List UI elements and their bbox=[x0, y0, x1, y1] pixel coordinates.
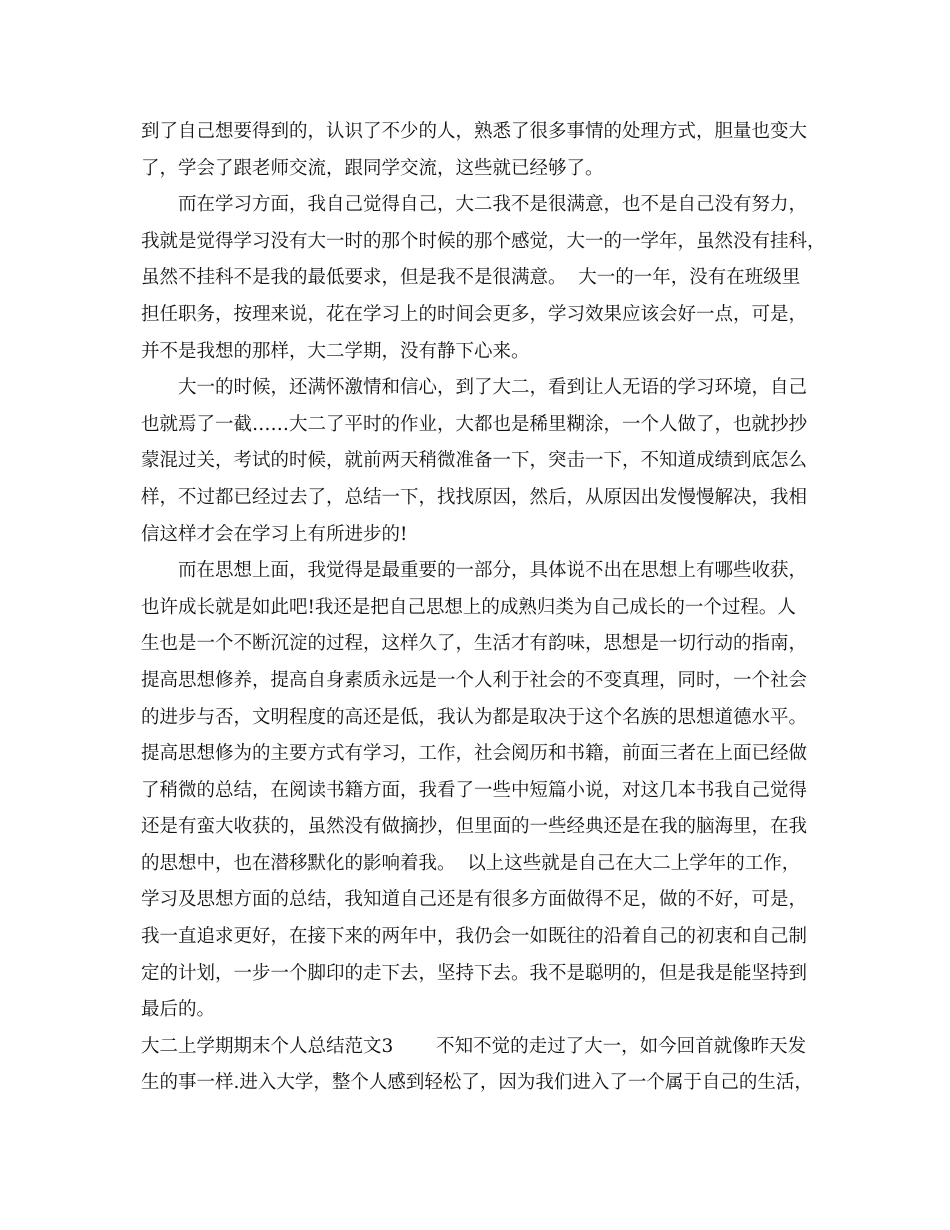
text-line: 了，学会了跟老师交流，跟同学交流，这些就已经够了。 bbox=[141, 157, 604, 179]
text-line: 生也是一个不断沉淀的过程，这样久了，生活才有韵味，思想是一切行动的指南， bbox=[141, 633, 808, 655]
text-line: 最后的。 bbox=[141, 999, 216, 1021]
document-body bbox=[141, 114, 826, 1102]
text-line: 而在学习方面，我自己觉得自己，大二我不是很满意，也不是自己没有努力， bbox=[141, 194, 808, 216]
text-line: 信这样才会在学习上有所进步的! bbox=[141, 523, 408, 545]
text-line: 而在思想上面，我觉得是最重要的一部分，具体说不出在思想上有哪些收获， bbox=[141, 560, 808, 582]
text-line: 我一直追求更好，在接下来的两年中，我仍会一如既往的沿着自己的初衷和自己制 bbox=[141, 926, 808, 948]
text-line: 到了自己想要得到的，认识了不少的人，熟悉了很多事情的处理方式，胆量也变大 bbox=[141, 121, 808, 142]
text-line: 还是有蛮大收获的，虽然没有做摘抄，但里面的一些经典还是在我的脑海里，在我 bbox=[141, 816, 808, 838]
text-line: 也就焉了一截……大二了平时的作业，大都也是稀里糊涂，一个人做了，也就抄抄 bbox=[141, 413, 808, 435]
text-line: 提高思想修养，提高自身素质永远是一个人利于社会的不变真理，同时，一个社会 bbox=[141, 669, 808, 691]
text-line: 提高思想修为的主要方式有学习，工作，社会阅历和书籍，前面三者在上面已经做 bbox=[141, 743, 808, 765]
text-line: 生的事一样.进入大学，整个人感到轻松了，因为我们进入了一个属于自己的生活， bbox=[141, 1072, 813, 1094]
text-line: 学习及思想方面的总结，我知道自己还是有很多方面做得不足，做的不好，可是， bbox=[141, 889, 808, 911]
text-line: 虽然不挂科不是我的最低要求，但是我不是很满意。 大一的一年，没有在班级里 bbox=[141, 267, 801, 289]
text-line: 并不是我想的那样，大二学期，没有静下心来。 bbox=[141, 340, 530, 362]
text-line: 了稍微的总结，在阅读书籍方面，我看了一些中短篇小说，对这几本书我自己觉得 bbox=[141, 779, 808, 801]
text-line: 的进步与否，文明程度的高还是低，我认为都是取决于这个名族的思想道德水平。 bbox=[141, 706, 808, 728]
text-line: 蒙混过关，考试的时候，就前两天稍微准备一下，突击一下，不知道成绩到底怎么 bbox=[141, 450, 808, 472]
text-line: 担任职务，按理来说，花在学习上的时间会更多，学习效果应该会好一点，可是， bbox=[141, 303, 808, 325]
section-heading-line: 大二上学期期末个人总结范文3 不知不觉的走过了大一，如今回首就像昨天发 bbox=[141, 1035, 807, 1057]
text-line: 我就是觉得学习没有大一时的那个时候的那个感觉，大一的一学年，虽然没有挂科， bbox=[141, 230, 826, 252]
text-line: 也许成长就是如此吧!我还是把自己思想上的成熟归类为自己成长的一个过程。人 bbox=[141, 596, 796, 618]
text-line: 样，不过都已经过去了，总结一下，找找原因，然后，从原因出发慢慢解决，我相 bbox=[141, 486, 808, 508]
text-line: 定的计划，一步一个脚印的走下去，坚持下去。我不是聪明的，但是我是能坚持到 bbox=[141, 962, 808, 984]
text-line: 大一的时候，还满怀激情和信心，到了大二，看到让人无语的学习环境，自己 bbox=[141, 377, 808, 399]
text-line: 的思想中，也在潜移默化的影响着我。 以上这些就是自己在大二上学年的工作， bbox=[141, 852, 801, 874]
